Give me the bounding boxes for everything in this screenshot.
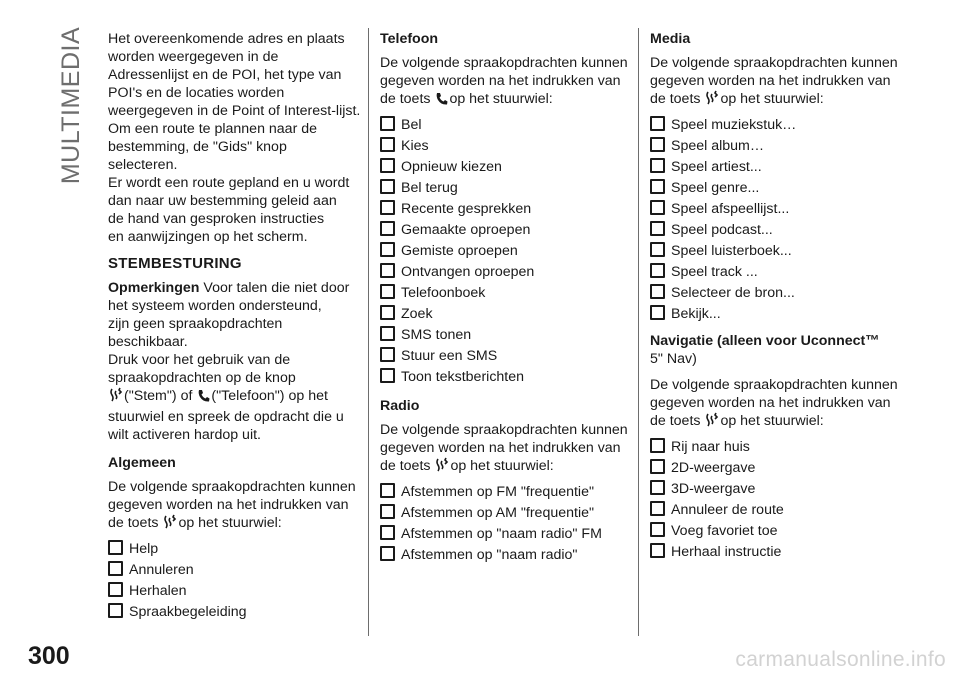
text-line: De volgende spraakopdrachten kunnen — [108, 479, 356, 495]
text-line: worden weergegeven in de — [108, 49, 279, 65]
page-number: 300 — [28, 642, 70, 670]
checkbox-icon — [380, 221, 395, 236]
checkbox-icon — [380, 305, 395, 320]
text-fragment: de toets — [380, 91, 431, 107]
text-fragment: ("Stem") of — [124, 388, 193, 404]
text-line: beschikbaar. — [108, 334, 188, 350]
text-line: Er wordt een route gepland en u wordt — [108, 175, 350, 191]
checkbox-icon — [380, 525, 395, 540]
checkbox-icon — [380, 546, 395, 561]
text-line: het systeem worden ondersteund, — [108, 298, 322, 314]
text-line: bestemming, de "Gids" knop — [108, 139, 287, 155]
general-paragraph — [108, 478, 362, 535]
checkbox-icon — [380, 263, 395, 278]
checkbox-icon — [380, 504, 395, 519]
section-side-label — [52, 26, 92, 184]
checkbox-icon — [650, 480, 665, 495]
list-item: Stuur een SMS — [380, 345, 632, 366]
list-item: SMS tonen — [380, 324, 632, 345]
text-line: de hand van gesproken instructies — [108, 211, 325, 227]
notes-label: Opmerkingen — [108, 280, 200, 296]
checkbox-icon — [380, 116, 395, 131]
media-heading: Media — [650, 31, 691, 47]
checkbox-icon — [108, 561, 123, 576]
list-item: Spraakbegeleiding — [108, 601, 362, 622]
list-item: Afstemmen op AM "frequentie" — [380, 502, 632, 523]
text-line: wilt activeren hardop uit. — [108, 427, 261, 443]
text-line: gegeven worden na het indrukken van — [108, 497, 349, 513]
checkbox-icon — [108, 540, 123, 555]
text-line: De volgende spraakopdrachten kunnen — [650, 55, 898, 71]
list-item: Afstemmen op FM "frequentie" — [380, 481, 632, 502]
text-fragment: op het stuurwiel: — [720, 91, 824, 107]
checkbox-icon — [380, 483, 395, 498]
list-item: Ontvangen oproepen — [380, 261, 632, 282]
list-item: Zoek — [380, 303, 632, 324]
text-line: gegeven worden na het indrukken van — [380, 440, 621, 456]
voice-icon — [163, 514, 177, 535]
text-line: selecteren. — [108, 157, 178, 173]
text-line: stuurwiel en spreek de opdracht die u — [108, 409, 344, 425]
voice-icon — [109, 387, 123, 408]
checkbox-icon — [108, 603, 123, 618]
checkbox-icon — [380, 347, 395, 362]
watermark: carmanualsonline.info — [735, 648, 946, 671]
column-2 — [380, 30, 632, 565]
text-fragment: op het stuurwiel: — [450, 458, 554, 474]
general-heading: Algemeen — [108, 455, 176, 471]
voice-icon — [435, 457, 449, 478]
checkbox-icon — [380, 326, 395, 341]
text-line: gegeven worden na het indrukken van — [650, 395, 891, 411]
list-item: Selecteer de bron... — [650, 282, 900, 303]
general-command-list — [108, 538, 362, 622]
text-fragment: de toets — [380, 458, 431, 474]
checkbox-icon — [650, 242, 665, 257]
text-line: gegeven worden na het indrukken van — [380, 73, 621, 89]
phone-command-list — [380, 114, 632, 387]
checkbox-icon — [650, 284, 665, 299]
voice-icon — [705, 90, 719, 111]
list-item: Annuleer de route — [650, 499, 900, 520]
text-line: Druk voor het gebruik van de — [108, 352, 291, 368]
intro-paragraph — [108, 30, 362, 246]
column-1 — [108, 30, 362, 622]
text-fragment: op het stuurwiel: — [449, 91, 553, 107]
text-line: De volgende spraakopdrachten kunnen — [650, 377, 898, 393]
text-line: Voor talen die niet door — [203, 280, 350, 296]
list-item: Help — [108, 538, 362, 559]
navigation-heading-sub: 5" Nav) — [650, 351, 697, 367]
navigation-command-list — [650, 436, 900, 562]
checkbox-icon — [380, 368, 395, 383]
phone-paragraph — [380, 54, 632, 111]
navigation-paragraph — [650, 376, 900, 433]
media-paragraph — [650, 54, 900, 111]
section-heading: STEMBESTURING — [108, 255, 242, 272]
checkbox-icon — [650, 137, 665, 152]
checkbox-icon — [650, 158, 665, 173]
text-line: weergegeven in de Point of Interest-lijst. — [108, 103, 361, 119]
list-item: Gemiste oproepen — [380, 240, 632, 261]
text-line: en aanwijzingen op het scherm. — [108, 229, 308, 245]
voice-icon — [705, 412, 719, 433]
column-3 — [650, 30, 900, 562]
phone-icon — [435, 92, 448, 111]
checkbox-icon — [650, 501, 665, 516]
text-fragment: op het stuurwiel: — [720, 413, 824, 429]
checkbox-icon — [108, 582, 123, 597]
checkbox-icon — [650, 305, 665, 320]
radio-command-list — [380, 481, 632, 565]
text-fragment: ("Telefoon") op het — [211, 388, 328, 404]
section-side-label-text: MULTIMEDIA — [57, 26, 86, 184]
text-line: dan naar uw bestemming geleid aan — [108, 193, 337, 209]
checkbox-icon — [380, 179, 395, 194]
list-item: Bel terug — [380, 177, 632, 198]
checkbox-icon — [650, 263, 665, 278]
list-item: Speel track ... — [650, 261, 900, 282]
radio-paragraph — [380, 421, 632, 478]
checkbox-icon — [650, 522, 665, 537]
list-item: Speel afspeellijst... — [650, 198, 900, 219]
text-fragment: de toets — [108, 515, 159, 531]
text-line: gegeven worden na het indrukken van — [650, 73, 891, 89]
checkbox-icon — [650, 221, 665, 236]
column-divider — [368, 28, 369, 636]
text-fragment: de toets — [650, 413, 701, 429]
list-item: Toon tekstberichten — [380, 366, 632, 387]
phone-heading: Telefoon — [380, 31, 439, 47]
text-fragment: de toets — [650, 91, 701, 107]
list-item: Speel album… — [650, 135, 900, 156]
list-item: Herhalen — [108, 580, 362, 601]
checkbox-icon — [380, 284, 395, 299]
checkbox-icon — [650, 200, 665, 215]
text-line: POI's en de locaties worden — [108, 85, 285, 101]
list-item: Bekijk... — [650, 303, 900, 324]
list-item: 2D-weergave — [650, 457, 900, 478]
list-item: Afstemmen op "naam radio" — [380, 544, 632, 565]
list-item: 3D-weergave — [650, 478, 900, 499]
text-line: Om een route te plannen naar de — [108, 121, 318, 137]
list-item: Speel genre... — [650, 177, 900, 198]
list-item: Speel artiest... — [650, 156, 900, 177]
list-item: Afstemmen op "naam radio" FM — [380, 523, 632, 544]
checkbox-icon — [650, 116, 665, 131]
navigation-heading-block — [650, 332, 900, 368]
checkbox-icon — [650, 459, 665, 474]
text-line: Adressenlijst en de POI, het type van — [108, 67, 342, 83]
list-item: Voeg favoriet toe — [650, 520, 900, 541]
text-line: De volgende spraakopdrachten kunnen — [380, 422, 628, 438]
phone-icon — [197, 389, 210, 408]
list-item: Speel podcast... — [650, 219, 900, 240]
list-item: Kies — [380, 135, 632, 156]
list-item: Speel muziekstuk… — [650, 114, 900, 135]
list-item: Speel luisterboek... — [650, 240, 900, 261]
checkbox-icon — [380, 137, 395, 152]
radio-heading: Radio — [380, 398, 420, 414]
checkbox-icon — [650, 179, 665, 194]
checkbox-icon — [650, 438, 665, 453]
text-line: spraakopdrachten op de knop — [108, 370, 296, 386]
column-divider — [638, 28, 639, 636]
notes-paragraph — [108, 279, 362, 444]
list-item: Opnieuw kiezen — [380, 156, 632, 177]
checkbox-icon — [380, 200, 395, 215]
checkbox-icon — [650, 543, 665, 558]
list-item: Herhaal instructie — [650, 541, 900, 562]
navigation-heading: Navigatie (alleen voor Uconnect™ — [650, 333, 880, 349]
list-item: Bel — [380, 114, 632, 135]
text-fragment: op het stuurwiel: — [178, 515, 282, 531]
checkbox-icon — [380, 158, 395, 173]
media-command-list — [650, 114, 900, 324]
list-item: Gemaakte oproepen — [380, 219, 632, 240]
list-item: Annuleren — [108, 559, 362, 580]
list-item: Recente gesprekken — [380, 198, 632, 219]
checkbox-icon — [380, 242, 395, 257]
text-line: zijn geen spraakopdrachten — [108, 316, 283, 332]
text-line: De volgende spraakopdrachten kunnen — [380, 55, 628, 71]
text-line: Het overeenkomende adres en plaats — [108, 31, 345, 47]
list-item: Rij naar huis — [650, 436, 900, 457]
list-item: Telefoonboek — [380, 282, 632, 303]
